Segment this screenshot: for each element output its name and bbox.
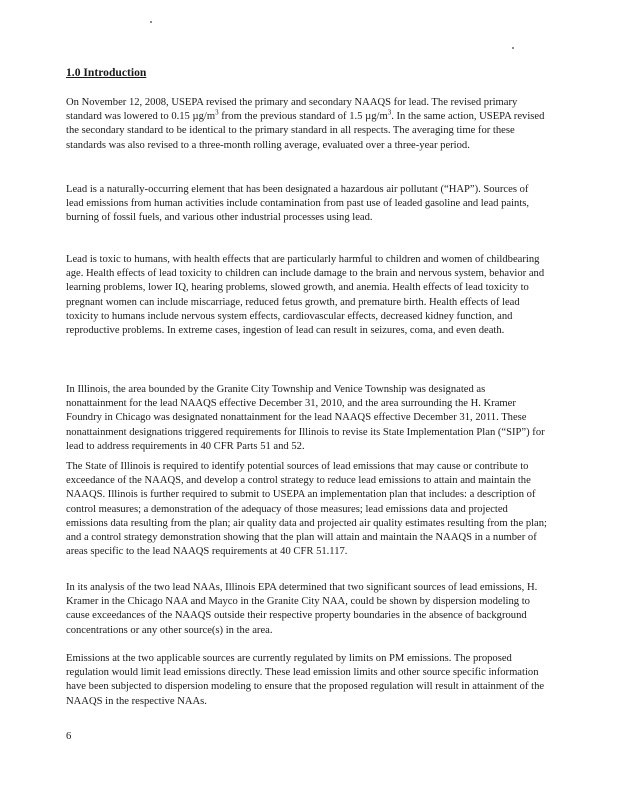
paragraph-4: In Illinois, the area bounded by the Granite City Township and Venice Township was designated as nonattainment for the lead NAAQS effective December 31, 2010, and the area surrounding the H. Kramer Foundry in Chicago was designated nonattainment for the lead NAAQS effective December 31, 2011. These nonattainment designations triggered requirements for Illinois to revise its State Implementation Plan (“SIP”) for lead to address requirements in 40 CFR Parts 51 and 52.: [66, 384, 545, 452]
paragraph-5: The State of Illinois is required to identify potential sources of lead emissions that may cause or contribute to exceedance of the NAAQS, and develop a control strategy to reduce lead emissions to attain and maintain the NAAQS. Illinois is further required to submit to USEPA an implementation plan that includes: a description of control measures; a demonstration of the adequacy of those measures; lead emissions data and projected emissions data resulting from the plan; air quality data and projected air quality estimates resulting from the plan; and a control strategy demonstration showing that the plan will attain and maintain the NAAQS in a number of areas specific to the lead NAAQS requirements at 40 CFR 51.117.: [66, 461, 548, 558]
paragraph-7: Emissions at the two applicable sources are currently regulated by limits on PM emissions. The proposed regulation would limit lead emissions directly. These lead emission limits and other source specific information have been subjected to dispersion modeling to ensure that the proposed regulation will result in attainment of the NAAQS in the respective NAAs.: [66, 653, 545, 707]
paragraph-3: Lead is toxic to humans, with health effects that are particularly harmful to children and women of childbearing age. Health effects of lead toxicity to children can include damage to the brain and nervous system, behavior and learning problems, lower IQ, hearing problems, slowed growth, and anemia. Health effects of lead toxicity to pregnant women can include miscarriage, reduced fetus growth, and premature birth. Health effects of lead toxicity to humans include nervous system effects, cardiovascular effects, decreased kidney function, and reproductive problems. In extreme cases, ingestion of lead can result in seizures, coma, and even death.: [66, 254, 545, 337]
paragraph-1: On November 12, 2008, USEPA revised the primary and secondary NAAQS for lead. The revised primary standard was lowered to 0.15 $\mu g/m^3$ from the previous standard of 1.5 $\mu g/m^3$. In the same action, USEPA revised the secondary standard to be identical to the primary standard in all respects. The averaging time for these standards was also revised to a three-month rolling average, evaluated over a three-year period.: [66, 97, 545, 151]
page-number: 6: [66, 731, 72, 742]
paragraph-2: Lead is a naturally-occurring element that has been designated a hazardous air pollutant (“HAP”). Sources of lead emissions from human activities include contamination from past use of leaded gasoline and lead paints, burning of fossil fuels, and various other industrial processes using lead.: [66, 184, 530, 224]
section-heading: 1.0 Introduction: [66, 66, 147, 79]
paragraph-6: In its analysis of the two lead NAAs, Illinois EPA determined that two significant sources of lead emissions, H. Kramer in the Chicago NAA and Mayco in the Granite City NAA, could be shown by dispersion modeling to cause exceedances of the NAAQS outside their respective property boundaries in the absence of background concentrations or any other source(s) in the area.: [66, 582, 538, 636]
scan-speck: [150, 21, 152, 23]
scan-speck: [512, 47, 514, 49]
